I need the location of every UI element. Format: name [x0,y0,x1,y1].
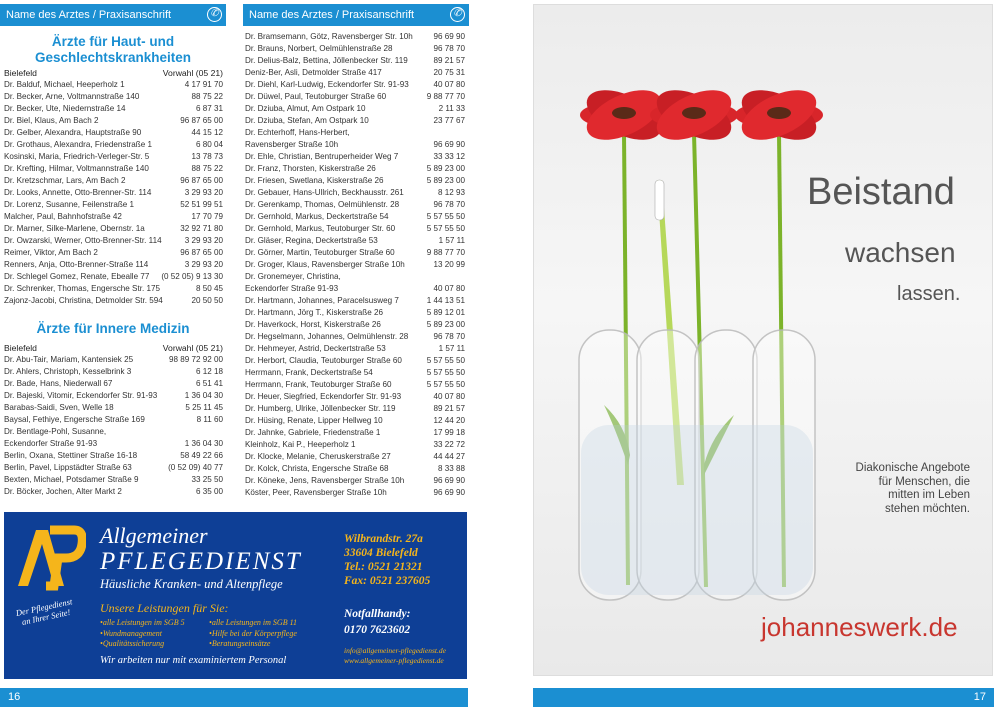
doctor-phone: 52 51 99 51 [180,200,223,209]
doctor-phone: 8 11 60 [196,415,223,424]
doctor-phone: 40 07 80 [433,392,465,401]
doctor-name-address: Dr. Köneke, Jens, Ravensberger Straße 10h [245,476,405,485]
phone-icon: ✆ [207,7,222,22]
doctor-phone: 96 78 70 [433,200,465,209]
doctor-name-address: Dr. Marner, Silke-Marlene, Obernstr. 1a [4,224,145,233]
doctor-name-address: Dr. Schlegel Gomez, Renate, Ebealle 77 [4,272,150,281]
slogan-line1: Beistand [807,171,955,213]
ad-contact-web [344,646,446,666]
doctor-name-address: Dr. Hartmann, Jörg T., Kiskerstraße 26 [245,308,383,317]
doctor-entry [4,115,223,127]
services-title: Unsere Leistungen für Sie: [100,601,229,615]
doctor-name-address: Dr. Krefting, Hilmar, Voltmannstraße 140 [4,164,149,173]
doctor-name-address: Herrmann, Frank, Deckertstraße 54 [245,368,373,377]
city-label: Bielefeld [4,343,37,353]
doctor-name-address: Dr. Düwel, Paul, Teutoburger Straße 60 [245,92,387,101]
doctor-phone: 5 89 23 00 [426,176,465,185]
doctor-name-address: Dr. Owzarski, Werner, Otto-Brenner-Str. 114 [4,236,162,245]
city-label: Bielefeld [4,68,37,78]
doctor-phone: 96 69 90 [433,32,465,41]
doctor-name-address: Dr. Dziuba, Almut, Am Ostpark 10 [245,104,366,113]
doctor-entry [245,487,465,499]
doctor-entry [4,438,223,450]
doctor-name-address: Kleinholz, Kai P., Heeperholz 1 [245,440,356,449]
desc-line: Diakonische Angebote [855,462,970,474]
address-phone: Tel.: 0521 21321 [344,561,423,573]
doctor-entry [245,307,465,319]
section-title-line1: Ärzte für Haut- und [51,34,175,49]
doctor-name-address: Dr. Lorenz, Susanne, Feilenstraße 1 [4,200,135,209]
doctor-name-address: Dr. Friesen, Swetlana, Kiskerstraße 26 [245,176,384,185]
doctor-entry [4,187,223,199]
doctor-entry [245,187,465,199]
company-name [100,524,302,592]
doctor-entry [245,355,465,367]
column-header-title-2: Name des Arztes / Praxisanschrift [249,9,415,21]
doctor-name-address: Barabas-Saidi, Sven, Welle 18 [4,403,114,412]
doctor-phone: 32 92 71 80 [180,224,223,233]
doctor-name-address: Dr. Hüsing, Renate, Lipper Hellweg 10 [245,416,383,425]
doctor-phone: 6 80 04 [195,140,223,149]
doctor-entry [245,283,465,295]
doctor-entry [4,378,223,390]
slogan-line3: lassen. [897,283,961,305]
doctor-list-internal-medicine [4,354,223,498]
doctor-entry [4,462,223,474]
doctor-phone: 3 29 93 20 [184,260,223,269]
doctor-phone: 88 75 22 [191,92,223,101]
doctor-entry [4,163,223,175]
emergency-number: 0170 7623602 [344,624,411,636]
doctor-phone: 6 12 18 [195,367,223,376]
service-item: • Qualitätssicherung [100,639,185,650]
doctor-entry [4,127,223,139]
doctor-entry [4,390,223,402]
doctor-entry [245,403,465,415]
doctor-name-address: Renners, Anja, Otto-Brenner-Straße 114 [4,260,149,269]
section-title-line2: Geschlechtskrankheiten [34,50,192,65]
doctor-entry [245,115,465,127]
doctor-name-address: Dr. Franz, Thorsten, Kiskerstraße 26 [245,164,376,173]
doctor-name-address: Deniz-Ber, Asli, Detmolder Straße 417 [245,68,382,77]
column-header-title: Name des Arztes / Praxisanschrift [6,9,172,21]
doctor-entry [245,319,465,331]
doctor-entry [4,402,223,414]
doctor-entry [245,391,465,403]
doctor-phone: 5 57 55 50 [426,224,465,233]
doctor-entry [4,426,223,438]
doctor-phone: 1 36 04 30 [184,439,223,448]
doctor-name-address: Kosinski, Maria, Friedrich-Verleger-Str. 5 [4,152,150,161]
doctor-name-address: Dr. Kolck, Christa, Engersche Straße 68 [245,464,389,473]
doctor-phone: (0 52 09) 40 77 [168,463,223,472]
doctor-phone: 5 89 23 00 [426,320,465,329]
doctor-name-address: Dr. Groger, Klaus, Ravensberger Straße 10h [245,260,405,269]
doctor-entry [245,103,465,115]
doctor-phone: 6 51 41 [195,379,223,388]
doctor-name-address: Dr. Humberg, Ulrike, Jöllenbecker Str. 119 [245,404,396,413]
doctor-entry [245,427,465,439]
doctor-name-address: Dr. Dziuba, Stefan, Am Ostpark 10 [245,116,369,125]
doctor-name-address: Dr. Becker, Arne, Voltmannstraße 140 [4,92,140,101]
company-line2: PFLEGEDIENST [100,548,302,575]
doctor-entry [4,450,223,462]
doctor-name-address: Dr. Heuer, Siegfried, Eckendorfer Str. 91-93 [245,392,402,401]
doctor-name-address: Dr. Ehle, Christian, Bentruperheider Weg 7 [245,152,399,161]
doctor-phone: 40 07 80 [433,80,465,89]
doctor-entry [245,223,465,235]
doctor-name-address: Dr. Klocke, Melanie, Cheruskerstraße 27 [245,452,391,461]
doctor-entry [245,295,465,307]
doctor-phone: 44 15 12 [191,128,223,137]
services-right [209,618,297,650]
doctor-name-address: Dr. Böcker, Jochen, Alter Markt 2 [4,487,122,496]
johanneswerk-ad [533,4,993,676]
doctor-phone: 1 57 11 [438,236,465,245]
doctor-entry [4,283,223,295]
desc-line: für Menschen, die [878,475,970,488]
doctor-phone: 9 88 77 70 [426,92,465,101]
column-header-left [0,4,226,26]
doctor-name-address: Dr. Echterhoff, Hans-Herbert, [245,128,350,137]
doctor-name-address: Dr. Hartmann, Johannes, Paracelsusweg 7 [245,296,399,305]
doctor-name-address: Dr. Becker, Ute, Niedernstraße 14 [4,104,126,113]
doctor-phone: 2 11 33 [438,104,465,113]
doctor-phone: 3 29 93 20 [184,236,223,245]
doctor-entry [4,366,223,378]
emergency-phone [344,606,410,638]
doctor-entry [4,103,223,115]
doctor-entry [245,439,465,451]
doctor-entry [245,151,465,163]
doctor-entry [245,43,465,55]
company-line1: Allgemeiner [100,523,208,548]
doctor-entry [4,414,223,426]
doctor-phone: 13 78 73 [191,152,223,161]
doctor-name-address: Berlin, Pavel, Lippstädter Straße 63 [4,463,132,472]
doctor-name-address: Eckendorfer Straße 91-93 [4,439,98,448]
doctor-name-address: Malcher, Paul, Bahnhofstraße 42 [4,212,122,221]
service-item: • Hilfe bei der Körperpflege [209,629,297,640]
doctor-entry [4,295,223,307]
doctor-phone: 44 44 27 [433,452,465,461]
doctor-entry [245,55,465,67]
doctor-name-address: Bexten, Michael, Potsdamer Straße 9 [4,475,139,484]
address-city: 33604 Bielefeld [344,547,418,559]
doctor-entry [245,475,465,487]
doctor-phone: 1 57 11 [438,344,465,353]
doctor-entry [245,199,465,211]
ad-tagline: Der Pflegedienst an Ihrer Seite! [14,596,74,627]
doctor-entry [245,259,465,271]
ad-website-link[interactable]: www.allgemeiner-pflegedienst.de [344,656,444,665]
doctor-name-address: Ravensberger Straße 10h [245,140,339,149]
doctor-entry [4,223,223,235]
diakonie-description [856,462,970,516]
doctor-phone: 1 36 04 30 [184,391,223,400]
slogan-line2: wachsen [845,237,956,268]
doctor-name-address: Dr. Abu-Tair, Mariam, Kantensiek 25 [4,355,134,364]
doctor-name-address: Dr. Hehmeyer, Astrid, Deckertstraße 53 [245,344,386,353]
doctor-entry [4,91,223,103]
doctor-name-address: Dr. Haverkock, Horst, Kiskerstraße 26 [245,320,381,329]
doctor-name-address: Dr. Bramsemann, Götz, Ravensberger Str. 10h [245,32,413,41]
doctor-name-address: Dr. Brauns, Norbert, Oelmühlenstraße 28 [245,44,393,53]
doctor-name-address: Dr. Hegselmann, Johannes, Oelmühlenstr. 28 [245,332,409,341]
doctor-phone: 96 87 65 00 [180,248,223,257]
page-number-right: 17 [973,691,986,703]
page-footer-right [533,688,994,707]
section-title-dermatology [4,34,222,66]
doctor-phone: 89 21 57 [433,404,465,413]
service-item: • alle Leistungen im SGB 11 [209,618,297,629]
city-prefix-row-2 [4,343,223,353]
doctor-entry [245,451,465,463]
desc-line: mitten im Leben [888,489,970,501]
doctor-phone: 1 44 13 51 [426,296,465,305]
doctor-phone: 6 35 00 [195,487,223,496]
doctor-name-address: Reimer, Viktor, Am Bach 2 [4,248,98,257]
ad-address [344,532,430,588]
doctor-name-address: Dr. Gebauer, Hans-Ullrich, Beckhausstr. 261 [245,188,404,197]
doctor-phone: 8 12 93 [437,188,465,197]
doctor-entry [4,211,223,223]
doctor-name-address: Dr. Herbort, Claudia, Teutoburger Straße 60 [245,356,402,365]
services-left [100,618,185,650]
column-header-right [243,4,469,26]
doctor-name-address: Dr. Gernhold, Markus, Deckertstraße 54 [245,212,389,221]
doctor-phone: 8 33 88 [437,464,465,473]
doctor-entry [245,331,465,343]
doctor-entry [245,31,465,43]
doctor-name-address: Dr. Gläser, Regina, Deckertstraße 53 [245,236,378,245]
johanneswerk-website[interactable]: johanneswerk.de [761,612,958,642]
doctor-entry [245,211,465,223]
doctor-entry [4,247,223,259]
doctor-entry [245,367,465,379]
doctor-name-address: Dr. Schrenker, Thomas, Engersche Str. 175 [4,284,160,293]
doctor-name-address: Dr. Bajeski, Vitomir, Eckendorfer Str. 91-93 [4,391,158,400]
ap-logo [14,522,86,594]
doctor-phone: 96 87 65 00 [180,176,223,185]
address-fax: Fax: 0521 237605 [344,575,431,587]
doctor-name-address: Dr. Gerenkamp, Thomas, Oelmühlenstr. 28 [245,200,400,209]
service-item: • Wundmanagement [100,629,185,640]
doctor-name-address: Eckendorfer Straße 91-93 [245,284,339,293]
service-item: • alle Leistungen im SGB 5 [100,618,185,629]
doctor-entry [4,199,223,211]
doctor-phone: 5 57 55 50 [426,212,465,221]
doctor-phone: (0 52 05) 9 13 30 [161,272,223,281]
doctor-phone: 5 89 23 00 [426,164,465,173]
doctor-entry [4,486,223,498]
doctor-phone: 96 78 70 [433,44,465,53]
doctor-list-dermatology [4,79,223,307]
doctor-phone: 33 33 12 [433,152,465,161]
doctor-phone: 20 50 50 [191,296,223,305]
doctor-phone: 89 21 57 [433,56,465,65]
doctor-entry [4,151,223,163]
doctor-name-address: Dr. Looks, Annette, Otto-Brenner-Str. 114 [4,188,152,197]
ad-motto: Wir arbeiten nur mit examiniertem Personal [100,655,287,666]
doctor-phone: 12 44 20 [433,416,465,425]
doctor-entry [4,259,223,271]
area-code-label: Vorwahl (05 21) [162,343,223,353]
doctor-name-address: Köster, Peer, Ravensberger Straße 10h [245,488,387,497]
doctor-name-address: Dr. Görner, Martin, Teutoburger Straße 60 [245,248,395,257]
doctor-name-address: Dr. Balduf, Michael, Heeperholz 1 [4,80,125,89]
glass-vase [579,330,815,600]
doctor-entry [4,175,223,187]
doctor-name-address: Dr. Gelber, Alexandra, Hauptstraße 90 [4,128,142,137]
doctor-entry [4,139,223,151]
company-subtitle: Häusliche Kranken- und Altenpflege [100,577,283,591]
doctor-entry [245,247,465,259]
doctor-name-address: Dr. Bentlage-Pohl, Susanne, [4,427,107,436]
doctor-phone: 5 89 12 01 [426,308,465,317]
page-footer-left [0,688,468,707]
ad-email-link[interactable]: info@allgemeiner-pflegedienst.de [344,646,446,655]
doctor-name-address: Dr. Ahlers, Christoph, Kesselbrink 3 [4,367,132,376]
doctor-phone: 5 57 55 50 [426,380,465,389]
city-prefix-row [4,68,223,78]
doctor-phone: 96 69 90 [433,476,465,485]
doctor-entry [4,79,223,91]
doctor-phone: 4 17 91 70 [184,80,223,89]
doctor-name-address: Dr. Jahnke, Gabriele, Friedenstraße 1 [245,428,381,437]
doctor-phone: 13 20 99 [433,260,465,269]
page-number-left: 16 [8,691,21,703]
doctor-name-address: Dr. Diehl, Karl-Ludwig, Eckendorfer Str. 91-93 [245,80,409,89]
doctor-entry [245,379,465,391]
section-title-internal-medicine: Ärzte für Innere Medizin [36,321,190,336]
doctor-phone: 33 22 72 [433,440,465,449]
phone-icon: ✆ [450,7,465,22]
doctor-phone: 58 49 22 66 [180,451,223,460]
doctor-phone: 96 69 90 [433,488,465,497]
doctor-name-address: Herrmann, Frank, Teutoburger Straße 60 [245,380,392,389]
doctor-name-address: Dr. Kretzschmar, Lars, Am Bach 2 [4,176,126,185]
doctor-phone: 5 57 55 50 [426,368,465,377]
doctor-phone: 5 25 11 45 [185,403,223,412]
doctor-name-address: Dr. Biel, Klaus, Am Bach 2 [4,116,99,125]
doctor-entry [4,271,223,283]
doctor-phone: 33 25 50 [191,475,223,484]
doctor-entry [4,235,223,247]
doctor-name-address: Dr. Grothaus, Alexandra, Friedenstraße 1 [4,140,153,149]
address-street: Wilbrandstr. 27a [344,533,423,545]
doctor-phone: 96 78 70 [433,332,465,341]
emergency-label: Notfallhandy: [344,608,411,620]
doctor-phone: 9 88 77 70 [426,248,465,257]
doctor-phone: 20 75 31 [433,68,465,77]
doctor-name-address: Dr. Bade, Hans, Niederwall 67 [4,379,113,388]
doctor-entry [4,474,223,486]
doctor-phone: 40 07 80 [433,284,465,293]
doctor-name-address: Baysal, Fethiye, Engersche Straße 169 [4,415,145,424]
doctor-entry [245,127,465,139]
doctor-phone: 96 69 90 [433,140,465,149]
doctor-entry [245,175,465,187]
doctor-entry [245,67,465,79]
doctor-entry [245,343,465,355]
doctor-entry [245,139,465,151]
doctor-name-address: Dr. Gronemeyer, Christina, [245,272,341,281]
pflegedienst-ad [4,512,467,679]
doctor-list-column2 [245,31,465,499]
doctor-entry [245,463,465,475]
doctor-phone: 98 89 72 92 00 [168,355,223,364]
doctor-phone: 17 99 18 [433,428,465,437]
doctor-entry [245,79,465,91]
doctor-phone: 96 87 65 00 [180,116,223,125]
doctor-name-address: Dr. Delius-Balz, Bettina, Jöllenbecker Str. 119 [245,56,408,65]
doctor-name-address: Zajonz-Jacobi, Christina, Detmolder Str. 594 [4,296,163,305]
doctor-entry [245,235,465,247]
doctor-name-address: Berlin, Oxana, Stettiner Straße 16-18 [4,451,138,460]
doctor-entry [245,271,465,283]
doctor-phone: 8 50 45 [195,284,223,293]
desc-line: stehen möchten. [884,502,970,515]
doctor-entry [4,354,223,366]
doctor-entry [245,415,465,427]
doctor-entry [245,91,465,103]
flower-vase-illustration [534,5,993,676]
doctor-phone: 5 57 55 50 [426,356,465,365]
area-code-label: Vorwahl (05 21) [162,68,223,78]
doctor-phone: 88 75 22 [191,164,223,173]
doctor-phone: 3 29 93 20 [184,188,223,197]
doctor-name-address: Dr. Gernhold, Markus, Teutoburger Str. 60 [245,224,396,233]
doctor-phone: 23 77 67 [433,116,465,125]
doctor-phone: 17 70 79 [191,212,223,221]
service-item: • Beratungseinsätze [209,639,297,650]
doctor-phone: 6 87 31 [195,104,223,113]
doctor-entry [245,163,465,175]
